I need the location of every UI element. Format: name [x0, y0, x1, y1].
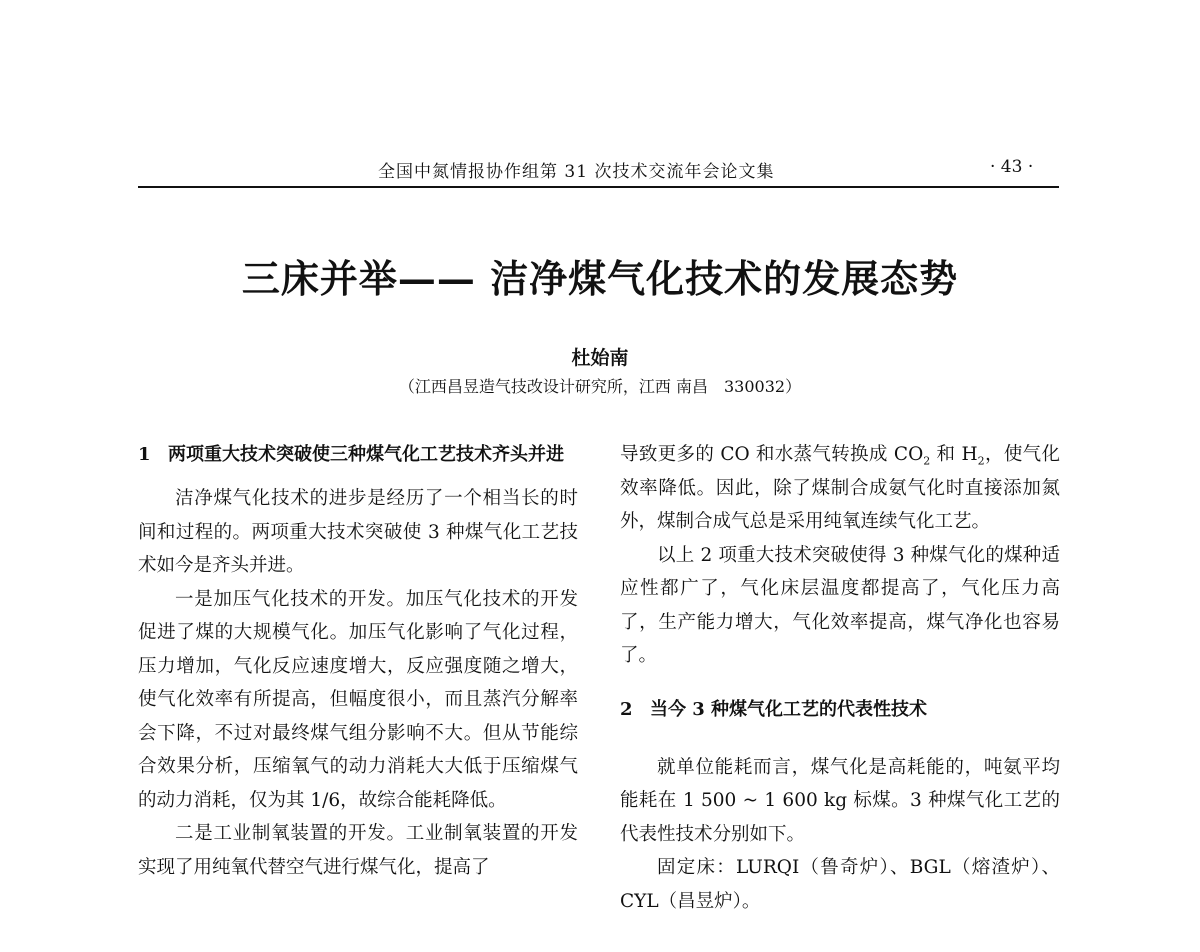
article-title: 三床并举—— 洁净煤气化技术的发展态势	[241, 256, 959, 301]
page-number: · 43 ·	[990, 157, 1034, 177]
section-1-number: 1	[138, 444, 151, 465]
right-column	[620, 438, 1060, 918]
running-header-title: 全国中氮情报协作组第 31 次技术交流年会论文集	[378, 162, 775, 182]
author-affiliation: （江西昌昱造气技改设计研究所，江西 南昌 330032）	[398, 377, 802, 396]
paragraph-continued	[620, 438, 1060, 539]
author-name: 杜始南	[571, 347, 629, 369]
paragraph-text: ，使气化效率降低。因此，除了煤制合成氨气化时直接添加氮外，煤制合成气总是采用纯氧连续气化工艺。	[620, 444, 1060, 532]
section-2-number: 2	[620, 698, 633, 720]
paragraph-text: 导致更多的 CO 和水蒸气转换成 CO	[620, 444, 924, 465]
paragraph: 洁净煤气化技术的进步是经历了一个相当长的时间和过程的。两项重大技术突破使 3 种煤气化工艺技术如今是齐头并进。	[138, 488, 578, 576]
paragraph-text: 和 H	[930, 444, 978, 465]
paragraph: 以上 2 项重大技术突破使得 3 种煤气化的煤种适应性都广了，气化床层温度都提高了，气化压力高了，生产能力增大，气化效率提高，煤气净化也容易了。	[620, 544, 1060, 666]
subscript: 2	[923, 454, 931, 468]
left-column	[138, 438, 578, 884]
section-2-heading	[620, 693, 1060, 727]
paragraph: 二是工业制氧装置的开发。工业制氧装置的开发实现了用纯氧代替空气进行煤气化，提高了	[138, 823, 578, 878]
section-1-heading-text: 两项重大技术突破使三种煤气化工艺技术齐头并进	[168, 444, 564, 465]
paragraph: 一是加压气化技术的开发。加压气化技术的开发促进了煤的大规模气化。加压气化影响了气化过程，压力增加，气化反应速度增大，反应强度随之增大，使气化效率有所提高，但幅度很小，而且蒸汽分解率会下降，不过对最终煤气组分影响不大。但从节能综合效果分析，压缩氧气的动力消耗大大低于压缩煤气的动力消耗，仅为其 1/6，故综合能耗降低。	[138, 588, 578, 811]
paragraph: 固定床：LURQI（鲁奇炉）、BGL（熔渣炉）、CYL（昌昱炉）。	[620, 857, 1060, 912]
paragraph: 就单位能耗而言，煤气化是高耗能的，吨氨平均能耗在 1 500 ~ 1 600 kg 标煤。3 种煤气化工艺的代表性技术分别如下。	[620, 756, 1060, 845]
header-rule	[138, 186, 1059, 188]
section-2-heading-text: 当今 3 种煤气化工艺的代表性技术	[650, 698, 928, 720]
section-1-heading	[138, 438, 578, 472]
subscript: 2	[977, 454, 985, 468]
